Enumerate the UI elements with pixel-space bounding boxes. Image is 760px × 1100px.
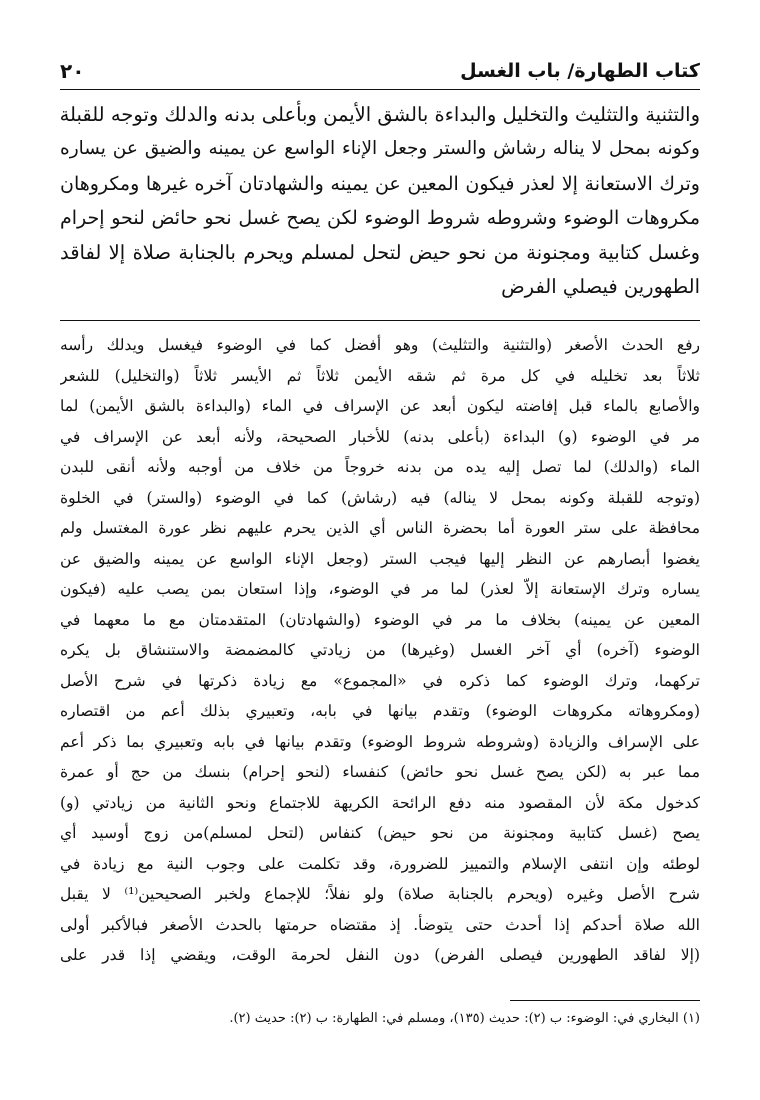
matn-line: وكونه بمحل لا يناله رشاش والستر وجعل الإناء الواسع عن يمينه والضيق عن يساره xyxy=(60,138,700,160)
commentary-line: (ومكروهاته مكروهات الوضوء) وتقدم بيانها في بابه، وتعبيري بذلك أعم من اقتصاره xyxy=(60,702,700,720)
commentary-line: المعين عن يمينه) بخلاف ما مر في الوضوء (والشهادتان) المتقدمتان مع ما معهما في xyxy=(60,610,700,629)
matn-line: والتثنية والتثليث والتخليل والبداءة بالشق الأيمن وبأعلى بدنه والدلك وتوجه للقبلة xyxy=(60,103,700,126)
commentary-line: يغضوا أبصارهم عن النظر إليها فيجب الستر (وجعل الإناء الواسع عن يمينه والضيق عن xyxy=(60,549,700,568)
commentary-line: (إلا لفاقد الطهورين فيصلى الفرض) دون النفل لحرمة الوقت، ويقضي إذا قدر على xyxy=(60,946,700,964)
commentary-line: شرح الأصل وغيره (ويحرم بالجنابة صلاة) ولو نفلاً؛ للإجماع ولخبر الصحيحين⁽¹⁾ لا يقبل xyxy=(60,885,700,903)
header-rule xyxy=(60,89,700,90)
page-number: ٢٠ xyxy=(60,59,85,83)
section-divider xyxy=(60,320,700,321)
commentary-line: ثلاثاً بعد تخليله في كل مرة ثم شقه الأيمن ثلاثاً ثم الأيسر ثلاثاً (والتخليل) للشعر xyxy=(60,366,700,385)
commentary-line: والأصابع بالماء قبل إفاضته ليكون أبعد عن الإسراف في الماء (والبداءة بالشق الأيمن) لما xyxy=(60,397,700,415)
commentary-line: كدخول مكة لأن المقصود منه دفع الرائحة الكريهة للاجتماع ونحو الثانية من زيادتي (و) xyxy=(60,793,700,812)
footnote-rule xyxy=(510,1000,700,1001)
commentary-line: على الإسراف والزيادة (وشروطه شروط الوضوء) وتقدم بيانها في بابه وتعبيري بما ذكر أعم xyxy=(60,732,700,751)
matn-line: وغسل كتابية ومجنونة من نحو حيض لتحل لمسلم ويحرم بالجنابة صلاة إلا لفاقد xyxy=(60,240,700,264)
commentary-line: مما عبر به (لكن يصح غسل نحو حائض) كنفساء (لنحو إحرام) بنسك من حج أو عمرة xyxy=(60,763,700,781)
footnote: (١) البخاري في: الوضوء: ب (٢): حديث (١٣٥)، ومسلم في: الطهارة: ب (٢): حديث (٢). xyxy=(229,1011,700,1026)
commentary-line: محافظة على ستر العورة أما بحضرة الناس أي الذين يحرم عليهم نظر عورة المغتسل ولم xyxy=(60,519,700,537)
commentary-line: رفع الحدث الأصغر (والتثنية والتثليث) وهو أفضل كما في الوضوء فيغسل ويدلك رأسه xyxy=(60,336,700,354)
commentary-text xyxy=(60,330,700,971)
commentary-line: لوطئه وإن انتفى الإسلام والتمييز للضرورة، وقد تكلمت على وجوب النية مع زيادة في xyxy=(60,854,700,873)
commentary-line: يساره وترك الإستعانة إلاّ لعذر) لما مر في الوضوء، وإذا استعان بمن يصب عليه (فيكون xyxy=(60,580,700,598)
matn-line: مكروهات الوضوء وشروطه شروط الوضوء لكن يصح غسل نحو حائض لنحو إحرام xyxy=(60,207,700,230)
commentary-line: (وتوجه للقبلة وكونه بمحل لا يناله) فيه (رشاش) كما في الوضوء (والستر) في الخلوة xyxy=(60,488,700,507)
commentary-line: الماء (والدلك) لما تصل إليه يده من بدنه خروجاً من خلاف من أوجبه ولأنه أنقى للبدن xyxy=(60,458,700,476)
matn-line: الطهورين فيصلي الفرض xyxy=(501,274,700,298)
matn-line: وترك الاستعانة إلا لعذر فيكون المعين عن يمينه والشهادتان آخره غيرها ومكروهان xyxy=(60,172,700,195)
page-header xyxy=(60,58,700,88)
commentary-line: مر في الوضوء (و) البداءة (بأعلى بدنه) للأخبار الصحيحة، ولأنه أبعد عن الإسراف في xyxy=(60,427,700,446)
commentary-line: الوضوء (آخره) أي آخر الغسل (وغيرها) من زيادتي كالمضمضة والاستنشاق بل يكره xyxy=(60,641,700,659)
commentary-line: الله صلاة أحدكم إذا أحدث حتى يتوضأ. إذ مقتضاه حرمتها بالحدث الأصغر فبالأكبر أولى xyxy=(60,915,700,934)
matn-text xyxy=(60,98,700,304)
commentary-line: تركهما، وترك الوضوء كما ذكره في «المجموع» مع زيادة ذكرتها في شرح الأصل xyxy=(60,671,700,690)
commentary-line: يصح (غسل كتابية ومجنونة من نحو حيض) كنفاس (لتحل لمسلم)من زوج أوسيد أي xyxy=(60,824,700,842)
running-title: كتاب الطهارة/ باب الغسل xyxy=(460,60,700,82)
